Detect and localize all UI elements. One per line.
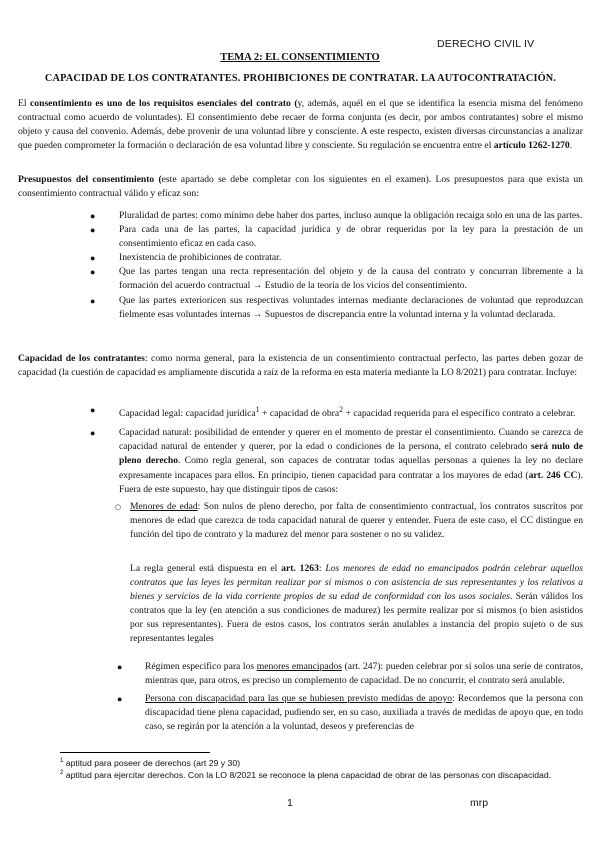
intro-pre: El <box>18 98 31 109</box>
menores-text: : Son nulos de pleno derecho, por falta de consentimiento contractual, los contratos suscritos por menores de edad que carezca de toda capacidad natural de querer y entender. Fuera de este caso, el CC distingue en función del tipo de contrato y la madurez del menor para sostener o no su validez. <box>130 501 583 541</box>
intro-text: y, además, aquél en el que se identifica la esencia misma del fenómeno contractual como acuerdo de voluntades). El consentimiento debe recaer de forma conjunta (es decir, por ambos contratantes) sobre el mismo objeto y causa del convenio. Además, debe provenir de una voluntad libre y consciente. A este respecto, existen diversas circunstancias a analizar que pueden comprometer la formación o declaración de esa voluntad libre y consciente. Su regulación se encuentra entre el <box>18 98 583 152</box>
regla-post: . Serán válidos los contratos que la ley (en atención a sus condiciones de madurez) les permite realizar por sí mismos (o bien asistidos por sus representantes). Fuera de estos casos, los contratos serán anulables a instancia del propio sujeto o de sus representantes legales <box>130 591 583 645</box>
bullet-icon: ● <box>90 405 96 415</box>
page-title: TEMA 2: EL CONSENTIMIENTO <box>220 52 380 63</box>
bullet-icon: ● <box>90 428 96 439</box>
capacidad-list <box>90 403 583 497</box>
footnote-2 <box>60 769 580 782</box>
list-item <box>90 426 583 496</box>
regla-colon: : <box>318 563 326 574</box>
regla-art: art. 1263 <box>281 563 319 574</box>
menores-label: Menores de edad <box>130 501 198 512</box>
emancipados-post: (art. 247): pueden celebrar por sí solos una serie de contratos, mientras que, para otros, es preciso un complemento de capacidad. De no concurrir, el contrato será anulable. <box>145 661 583 687</box>
list-item <box>90 265 583 293</box>
footnote-ref[interactable]: 2 <box>339 405 344 414</box>
page-subtitle: CAPACIDAD DE LOS CONTRATANTES. PROHIBICIONES DE CONTRATAR. LA AUTOCONTRATACIÓN. <box>44 73 557 84</box>
footnote-text: aptitud para ejercitar derechos. Con la LO 8/2021 se reconoce la plena capacidad de obrar de las personas con discapacidad. <box>63 770 552 780</box>
footnote-number: 2 <box>60 770 64 777</box>
natural-pre: Capacidad natural: posibilidad de entender y querer en el momento de prestar el consentimiento. Cuando se carezca de capacidad natural de entender y querer, por la edad o condiciones de la persona, el contrato celebrado <box>119 427 583 453</box>
bullet-icon: ● <box>90 225 96 236</box>
list-item <box>90 692 583 734</box>
list-item <box>90 209 583 223</box>
capacidad-text: : como norma general, para la existencia de un consentimiento contractual perfecto, las partes deben gozar de capacidad (la cuestión de capacidad es ampliamente discutida a raíz de la reforma en esta materia mediante la LO 8/2021) para contratar. Incluye: <box>18 353 584 379</box>
legal-post: + capacidad requerida para el específico contrato a celebrar. <box>343 408 576 420</box>
author-initials: mrp <box>470 797 489 809</box>
regimen-list <box>90 660 583 734</box>
emancipados-link: menores emancipados <box>256 661 342 672</box>
bullet-icon: ● <box>117 694 123 705</box>
footnote-divider <box>60 752 210 753</box>
list-item <box>90 223 583 251</box>
intro-article: artículo 1262-1270 <box>493 140 570 152</box>
intro-paragraph <box>18 97 583 153</box>
regla-quote: Los menores de edad no emancipados podrán celebrar aquellos contratos que las leyes les permitan realizar por sí mismos o con asistencia de sus representantes y los relativos a bienes y servicios de la vida corriente propios de su edad de conformidad con los usos sociales <box>130 563 583 603</box>
legal-mid: + capacidad de obra <box>259 408 340 420</box>
presupuestos-list <box>90 209 583 322</box>
list-item <box>90 403 583 421</box>
list-item-text: Pluralidad de partes: como mínimo debe haber dos partes, incluso aunque la obligación recaiga solo en una de las partes. <box>119 210 583 221</box>
list-item <box>90 660 583 688</box>
page-number: 1 <box>287 797 293 809</box>
bullet-icon: ● <box>117 662 123 672</box>
list-item <box>90 251 583 265</box>
regla-paragraph <box>130 562 583 647</box>
capacidad-bold: Capacidad de los contratantes <box>18 353 145 364</box>
list-item-text: Que las partes exterioricen sus respectivas voluntades internas mediante declaraciones de voluntad que reproduzcan fielmente esas voluntades internas → Supuestos de discrepancia entre la voluntad interna y la voluntad declarada. <box>119 294 583 320</box>
legal-pre: Capacidad legal: capacidad jurídica <box>119 408 256 420</box>
natural-art: art. 246 CC <box>528 469 578 481</box>
presupuestos-text: este apartado se debe completar con los siguientes en el examen). Los presupuestos para que exista un consentimiento contractual válido y eficaz son: <box>18 174 583 200</box>
emancipados-pre: Régimen específico para los <box>145 661 257 672</box>
course-header: DERECHO CIVIL IV <box>437 38 535 50</box>
list-item <box>90 294 583 322</box>
footnote-ref[interactable]: 1 <box>255 405 260 414</box>
natural-bold: será nulo de pleno derecho <box>119 441 583 467</box>
list-item-text: Para cada una de las partes, la capacidad jurídica y de obrar requeridas por la ley para la prestación de un consentimiento eficaz en cada caso. <box>119 224 583 250</box>
discapacidad-post: : Recordemos que la persona con discapacidad tiene plena capacidad, pudiendo ser, en su caso, auxiliada a través de medidas de apoyo que, en todo caso, se regirán por la atención a la voluntad, deseos y preferencias de <box>145 693 583 733</box>
list-item-text: Inexistencia de prohibiciones de contratar. <box>119 252 282 264</box>
presupuestos-bold: Presupuestos del consentimiento ( <box>18 174 162 185</box>
footnote-number: 1 <box>60 758 64 765</box>
list-item-text: Que las partes tengan una recta representación del objeto y de la causa del contrato y concurran libremente a la formación del acuerdo contractual → Estudio de la teoría de los vicios del consentimiento. <box>119 266 583 292</box>
intro-end: . <box>569 140 573 152</box>
intro-bold: consentimiento es uno de los requisitos esenciales del contrato ( <box>30 98 298 109</box>
bullet-icon: ● <box>90 267 96 278</box>
regla-pre: La regla general está dispuesta en el <box>130 563 282 574</box>
bullet-icon: ● <box>90 295 96 306</box>
footnote-text: aptitud para poseer de derechos (art 29 y 30) <box>63 758 241 768</box>
natural-mid: . Como regla general, son capaces de contratar todas aquellas personas a quienes la ley no declare expresamente incapaces para ellos. En principio, tienen capacidad para contratar a los mayores de edad ( <box>119 455 583 481</box>
discapacidad-link: Persona con discapacidad para las que se hubiesen previsto medidas de apoyo <box>145 693 453 705</box>
bullet-icon: ● <box>90 211 96 221</box>
footnote-1 <box>60 757 580 770</box>
menores-item <box>115 500 583 542</box>
sub-bullet-icon: ○ <box>115 503 122 511</box>
natural-post: ). Fuera de este supuesto, hay que distinguir tipos de casos: <box>119 469 583 495</box>
presupuestos-paragraph <box>18 173 583 201</box>
capacidad-paragraph <box>18 352 583 380</box>
bullet-icon: ● <box>90 253 96 264</box>
